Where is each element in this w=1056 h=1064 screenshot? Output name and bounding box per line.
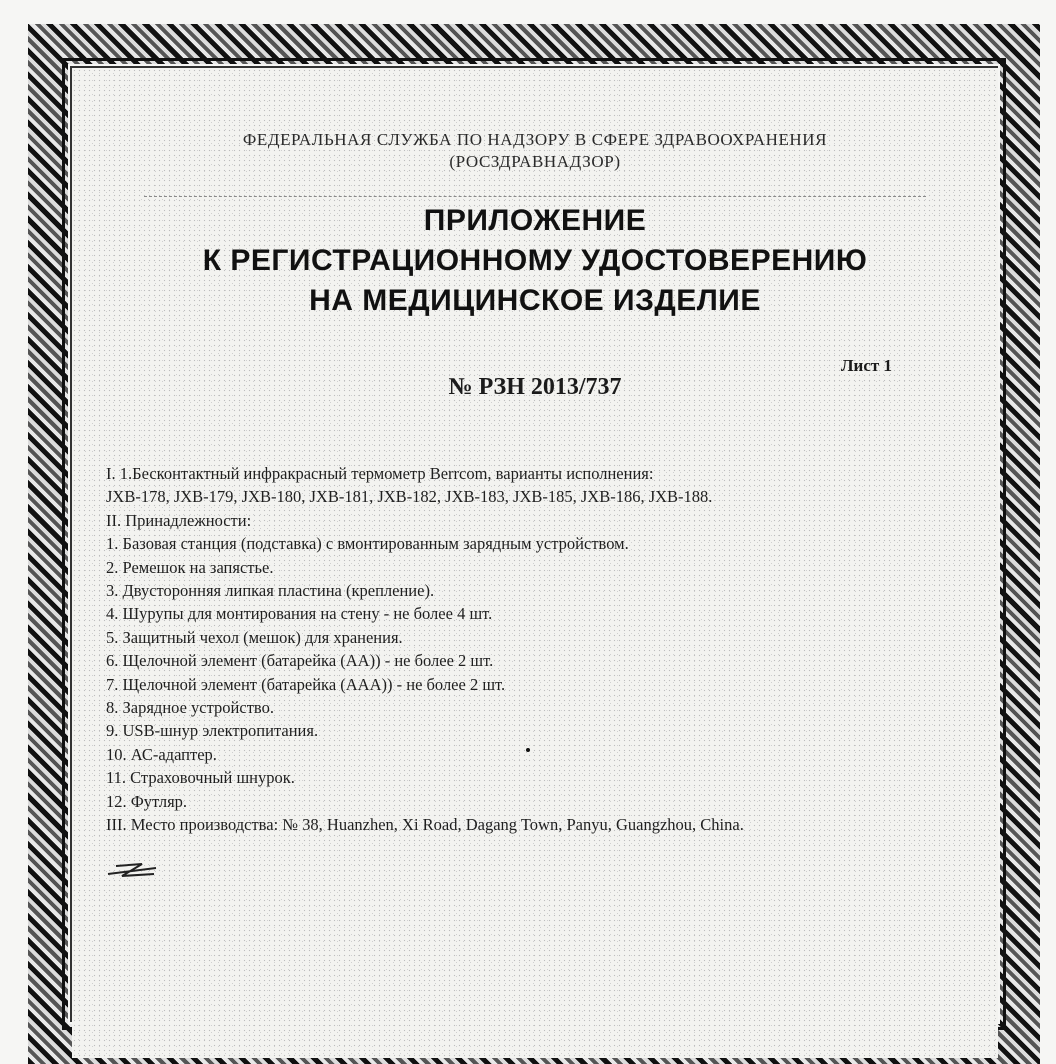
body-line: JXB-178, JXB-179, JXB-180, JXB-181, JXB-182, JXB-183, JXB-185, JXB-186, JXB-188. <box>106 487 713 507</box>
body-line: 7. Щелочной элемент (батарейка (ААА)) - не более 2 шт. <box>106 674 506 694</box>
registration-number: № РЗН 2013/737 <box>448 374 622 400</box>
sheet-number: Лист 1 <box>840 356 892 375</box>
agency-abbreviation: (РОСЗДРАВНАДЗОР) <box>449 152 621 171</box>
body-line: 6. Щелочной элемент (батарейка (АА)) - не более 2 шт. <box>106 651 494 671</box>
body-line: III. Место производства: № 38, Huanzhen, Xi Road, Dagang Town, Panyu, Guangzhou, China. <box>106 815 744 835</box>
document-title-line3: НА МЕДИЦИНСКОЕ ИЗДЕЛИЕ <box>309 284 761 317</box>
certificate-sheet <box>72 68 998 1058</box>
body-line: 9. USB-шнур электропитания. <box>106 721 319 741</box>
body-line: 1. Базовая станция (подставка) с вмонтированным зарядным устройством. <box>106 534 629 554</box>
body-line: 10. АС-адаптер. <box>106 744 217 764</box>
document-title-line1: ПРИЛОЖЕНИЕ <box>423 204 647 237</box>
body-line: II. Принадлежности: <box>106 510 252 530</box>
body-line: 5. Защитный чехол (мешок) для хранения. <box>106 627 403 647</box>
body-line: 3. Двусторонняя липкая пластина (крепление). <box>106 581 435 601</box>
body-line: 8. Зарядное устройство. <box>106 698 274 718</box>
body-line: 12. Футляр. <box>106 791 188 811</box>
agency-name: ФЕДЕРАЛЬНАЯ СЛУЖБА ПО НАДЗОРУ В СФЕРЕ ЗДРАВООХРАНЕНИЯ <box>242 130 828 149</box>
ink-dot <box>526 748 530 752</box>
body-line: 11. Страховочный шнурок. <box>106 768 295 788</box>
document-body <box>106 462 986 837</box>
signature-mark <box>104 858 164 882</box>
body-line: 4. Шурупы для монтирования на стену - не более 4 шт. <box>106 604 493 624</box>
header-divider <box>144 196 926 197</box>
body-line: 2. Ремешок на запястье. <box>106 557 274 577</box>
document-title-line2: К РЕГИСТРАЦИОННОМУ УДОСТОВЕРЕНИЮ <box>202 244 868 277</box>
body-line: I. 1.Бесконтактный инфракрасный термометр Berrcom, варианты исполнения: <box>106 464 654 483</box>
